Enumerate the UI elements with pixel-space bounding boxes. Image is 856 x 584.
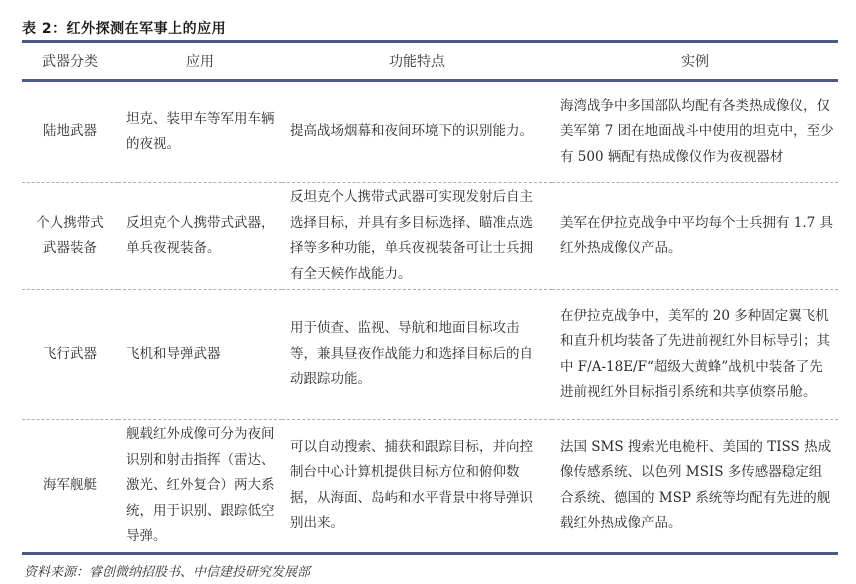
cell-example: 在伊拉克战争中，美军的 20 多种固定翼飞机和直升机均装备了先进前视红外目标导引；其中 F/A-18E/F“超级大黄蜂”战机中装备了先进前视红外目标指引系统和共享侦察吊舱。 (560, 307, 830, 400)
cell-example: 美军在伊拉克战争中平均每个士兵拥有 1.7 具红外热成像仪产品。 (560, 214, 834, 256)
header-application: 应用 (186, 54, 214, 70)
table-row (22, 290, 838, 420)
table-row (22, 420, 838, 554)
cell-category: 个人携带式武器装备 (36, 214, 104, 256)
cell-category: 陆地武器 (43, 123, 97, 140)
military-ir-applications-table (22, 40, 838, 555)
table-title: 表 2：红外探测在军事上的应用 (22, 21, 227, 37)
cell-features: 提高战场烟幕和夜间环境下的识别能力。 (290, 123, 533, 140)
header-features: 功能特点 (389, 54, 445, 70)
cell-category: 海军舰艇 (43, 477, 97, 493)
cell-features: 反坦克个人携带式武器可实现发射后自主选择目标，并具有多目标选择、瞄准点选择等多种功能，单兵夜视装备可让士兵拥有全天候作战能力。 (290, 189, 533, 282)
cell-category: 飞行武器 (43, 345, 97, 362)
table-header-row (22, 42, 838, 81)
table-row (22, 81, 838, 183)
source-note: 资料来源：睿创微纳招股书、中信建投研究发展部 (24, 565, 311, 580)
cell-example: 海湾战争中多国部队均配有各类热成像仪，仅美军第 7 团在地面战斗中使用的坦克中，至少有 500 辆配有热成像仪作为夜视器材 (560, 97, 834, 165)
table-row (22, 183, 838, 290)
cell-example: 法国 SMS 搜索光电桅杆、美国的 TISS 热成像传感系统、以色列 MSIS 多传感器稳定组合系统、德国的 MSP 系统等均配有先进的舰载红外热成像产品。 (560, 438, 832, 532)
header-category: 武器分类 (42, 54, 98, 70)
cell-application: 坦克、装甲车等军用车辆的夜视。 (126, 110, 275, 152)
cell-application: 舰载红外成像可分为夜间识别和射击指挥（雷达、激光、红外复合）两大系统，用于识别、跟踪低空导弹。 (126, 426, 275, 544)
cell-features: 用于侦查、监视、导航和地面目标攻击等，兼具昼夜作战能力和选择目标后的自动跟踪功能。 (290, 320, 533, 388)
cell-application: 飞机和导弹武器 (126, 345, 221, 362)
cell-application: 反坦克个人携带式武器，单兵夜视装备。 (126, 214, 275, 256)
cell-features: 可以自动搜索、捕获和跟踪目标，并向控制台中心计算机提供目标方位和俯仰数据，从海面、岛屿和水平背景中将导弹识别出来。 (290, 438, 533, 532)
header-example: 实例 (681, 54, 709, 70)
